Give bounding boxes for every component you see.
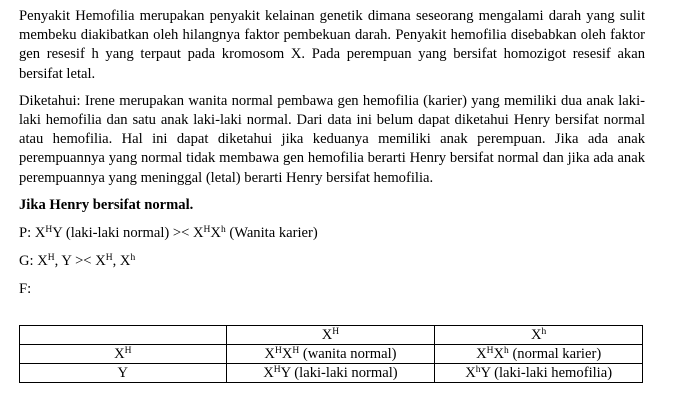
r2c3-desc: Y (laki-laki hemofilia) bbox=[480, 365, 613, 381]
r1c3-x2: X bbox=[493, 346, 505, 362]
father-allele: H bbox=[45, 225, 53, 236]
row-label-y: Y bbox=[20, 364, 227, 383]
intro-paragraph: Penyakit Hemofilia merupakan penyakit kelainan genetik dimana seseorang mengalami darah yang sulit membeku diakibatkan oleh hilangnya faktor pembekuan darah. Penyakit hemofilia disebabkan oleh faktor gen resesif h yang terpaut pada kromosom X. Pada perempuan yang bersifat homozigot resesif akan bersifat letal. bbox=[19, 8, 645, 82]
table-row bbox=[20, 364, 643, 383]
r1c2-x1: X bbox=[264, 346, 275, 362]
punnett-table bbox=[19, 325, 643, 383]
gamete-x3: X bbox=[119, 253, 131, 270]
r1c2-x2-sup: H bbox=[292, 346, 300, 356]
header-xh-base: X bbox=[321, 327, 333, 343]
header-xh-sup: H bbox=[332, 327, 340, 337]
r2c3-x: X bbox=[465, 365, 476, 381]
case-heading: Jika Henry bersifat normal. bbox=[19, 196, 194, 213]
r2c2-x-sup: H bbox=[273, 365, 281, 375]
r1c3-x2-sup: h bbox=[504, 346, 509, 356]
cell-carrier-female bbox=[435, 345, 643, 364]
mother-description: (Wanita karier) bbox=[225, 225, 318, 242]
r1c2-desc: (wanita normal) bbox=[299, 346, 397, 362]
r1c2-x1-sup: H bbox=[274, 346, 282, 356]
header-cell-xh-recessive bbox=[435, 326, 643, 345]
parent-label: P: bbox=[19, 225, 35, 242]
gamete-x1: X bbox=[37, 253, 48, 270]
known-paragraph: Diketahui: Irene merupakan wanita normal pembawa gen hemofilia (karier) yang memiliki dua anak laki-laki hemofilia dan satu anak laki-laki normal. Dari data ini belum dapat diketahui Henry bersifat normal atau hemofilia. Hal ini dapat diketahui jika keduanya memiliki anak perempuan. Jika ada anak perempuannya yang normal tidak membawa gen hemofilia berarti Henry bersifat normal dan jika ada anak perempuannya yang meninggal (letal) berarti Henry bersifat hemofilia. bbox=[19, 92, 645, 186]
row1-label-base: X bbox=[114, 346, 125, 362]
header-empty-cell bbox=[20, 326, 227, 345]
cell-hemophilia-male bbox=[435, 364, 643, 383]
gamete-x2: X bbox=[95, 253, 106, 270]
header-xr-sup: h bbox=[541, 327, 547, 337]
mother-allele-2: h bbox=[220, 225, 226, 236]
header-cell-xh bbox=[226, 326, 435, 345]
table-header-row bbox=[20, 326, 643, 345]
table-row bbox=[20, 345, 643, 364]
r1c3-x1-sup: H bbox=[486, 346, 494, 356]
mother-chromosome-1: X bbox=[193, 225, 204, 242]
gamete-x2-allele: H bbox=[105, 253, 113, 264]
mother-chromosome-2: X bbox=[210, 225, 221, 242]
row-label-xh bbox=[20, 345, 227, 364]
mother-allele-1: H bbox=[203, 225, 211, 236]
r1c3-desc: (normal karier) bbox=[508, 346, 602, 362]
r2c3-x-sup: h bbox=[475, 365, 481, 375]
parent-cross-line bbox=[19, 224, 645, 243]
r1c2-x2: X bbox=[281, 346, 293, 362]
r1c3-x1: X bbox=[476, 346, 487, 362]
filial-label: F: bbox=[19, 281, 32, 298]
gamete-line bbox=[19, 252, 645, 271]
gamete-x1-allele: H bbox=[47, 253, 55, 264]
cell-normal-female bbox=[226, 345, 435, 364]
row1-label-sup: H bbox=[124, 346, 132, 356]
father-chromosome: X bbox=[34, 225, 46, 242]
gamete-comma: , bbox=[112, 253, 120, 270]
header-xr-base: X bbox=[530, 327, 542, 343]
gamete-x3-allele: h bbox=[130, 253, 136, 264]
r2c2-x: X bbox=[263, 365, 274, 381]
gamete-label: G: bbox=[19, 253, 38, 270]
father-description: Y (laki-laki normal) >< bbox=[52, 225, 193, 242]
r2c2-desc: Y (laki-laki normal) bbox=[280, 365, 398, 381]
cell-normal-male bbox=[226, 364, 435, 383]
gamete-separator: , Y >< bbox=[54, 253, 96, 270]
document-body bbox=[19, 7, 645, 309]
